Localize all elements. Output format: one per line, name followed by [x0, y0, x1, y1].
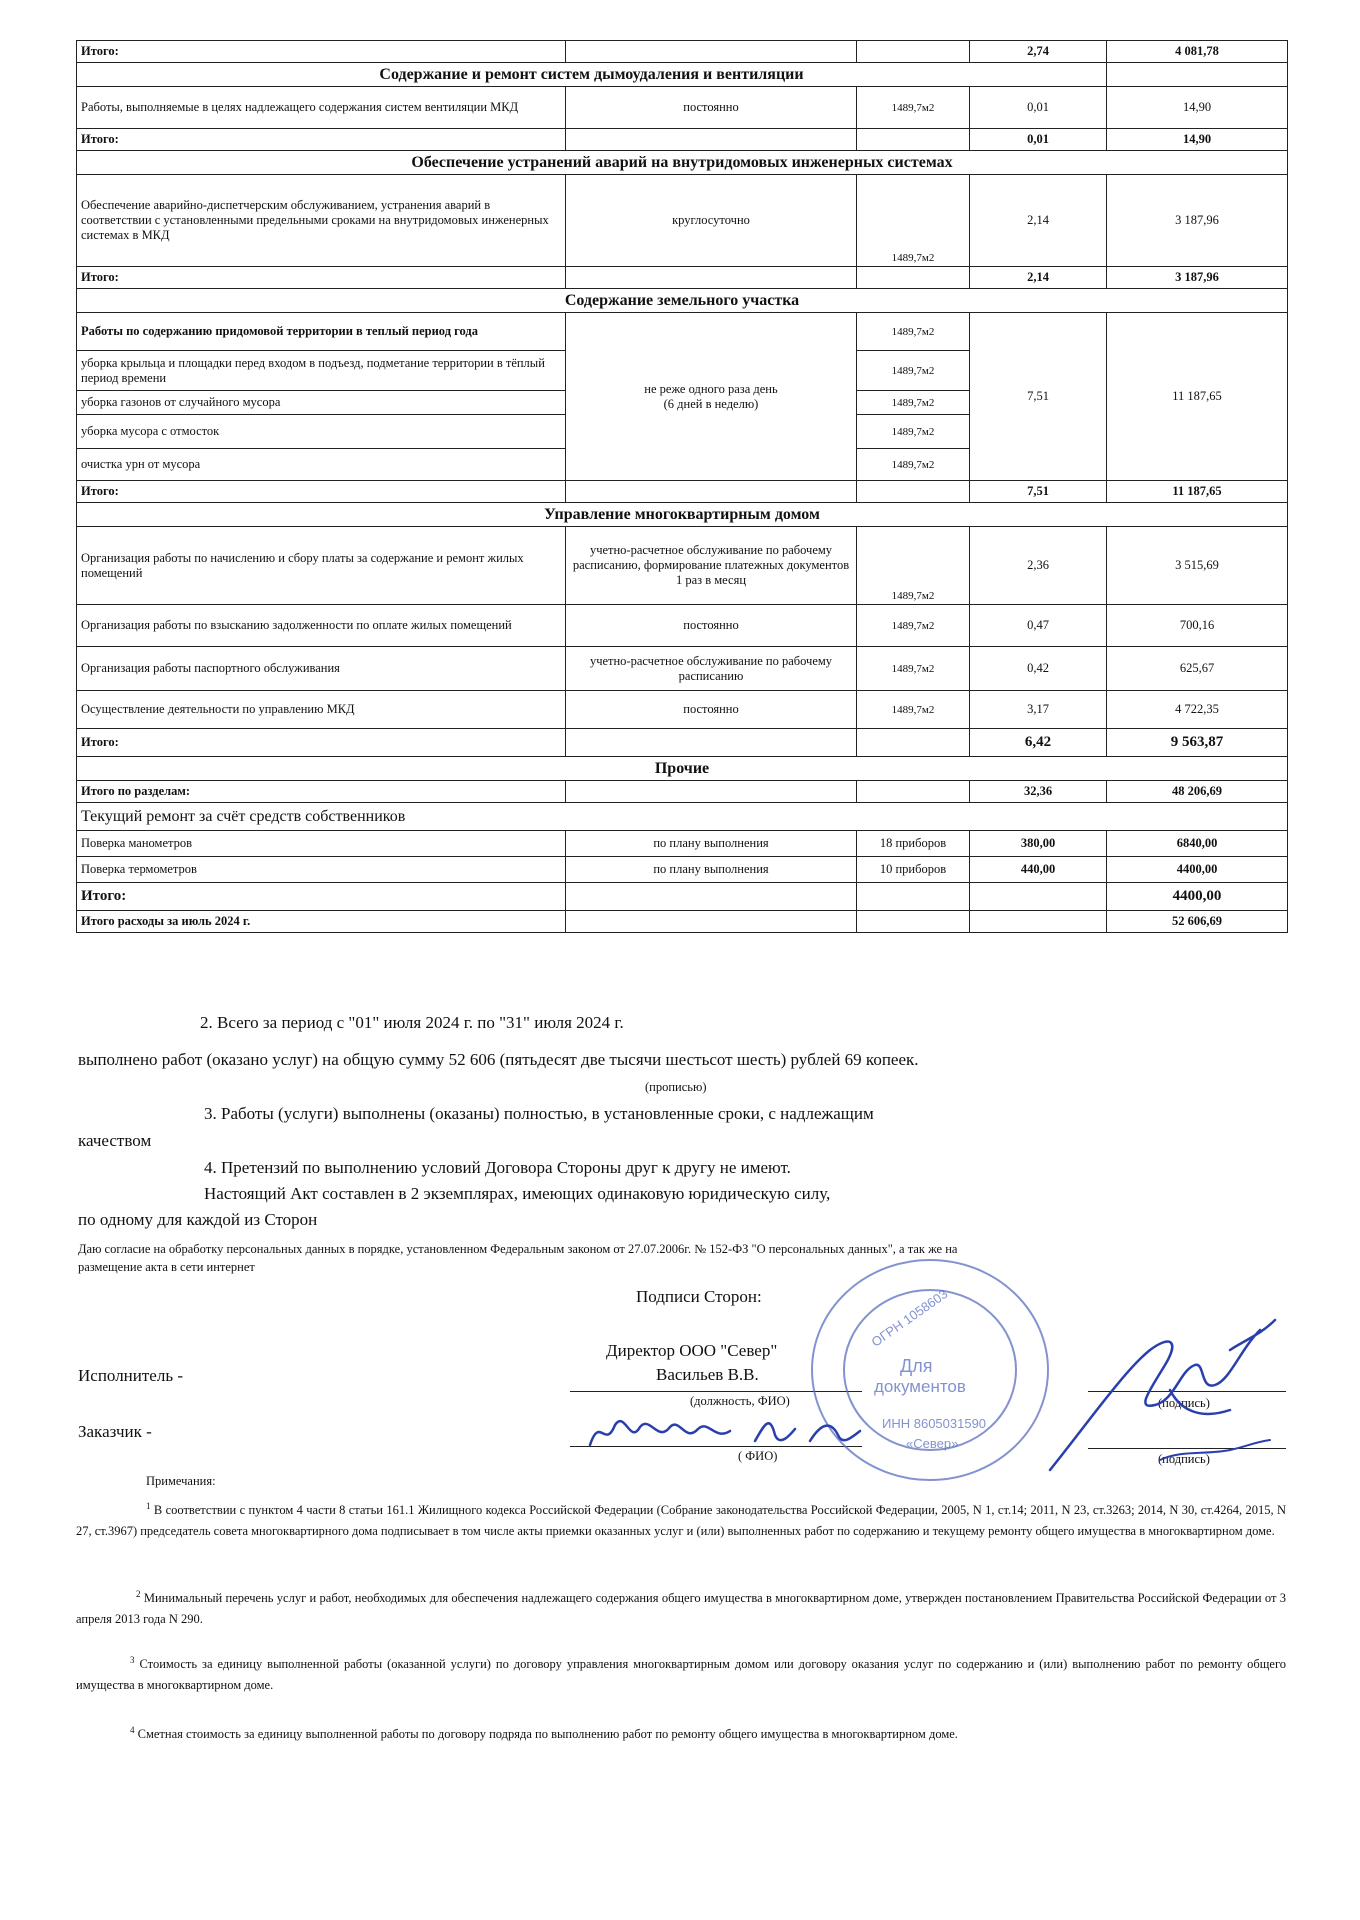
- section-title: Содержание земельного участка: [77, 289, 1288, 313]
- propis-caption: (прописью): [645, 1080, 707, 1094]
- empty-cell: [566, 267, 857, 289]
- row-sum: 52 606,69: [1107, 911, 1288, 933]
- note-number: 4: [130, 1725, 135, 1735]
- empty-cell: [566, 911, 857, 933]
- row-sum: 14,90: [1107, 129, 1288, 151]
- executor-signature: [1030, 1310, 1280, 1480]
- consent-line-2: размещение акта в сети интернет: [78, 1260, 255, 1274]
- row-value: 7,51: [970, 481, 1107, 503]
- row-period: по плану выполнения: [566, 831, 857, 857]
- row-label: Работы, выполняемые в целях надлежащего содержания систем вентиляции МКД: [77, 87, 566, 129]
- row-label: уборка крыльца и площадки перед входом в подъезд, подметание территории в тёплый период времени: [77, 351, 566, 391]
- section-header: [77, 151, 1288, 175]
- row-label: Обеспечение аварийно-диспетчерским обслуживанием, устранения аварий в соответствии с установленными предельными сроками на внутридомовых инженерных системах в МКД: [77, 175, 566, 267]
- note-text: Минимальный перечень услуг и работ, необходимых для обеспечения надлежащего содержания общего имущества в многоквартирном доме, утвержден постановлением Правительства Российской Федерации от 3 апреля 2013 года N 290.: [76, 1591, 1286, 1627]
- customer-sign-caption: (подпись): [1158, 1452, 1210, 1466]
- executor-position: Директор ООО "Север": [606, 1341, 778, 1360]
- row-label: Поверка манометров: [77, 831, 566, 857]
- row-label: Итого по разделам:: [77, 781, 566, 803]
- empty-cell: [970, 883, 1107, 911]
- table-row: [77, 691, 1288, 729]
- section-header: [77, 503, 1288, 527]
- table-row: [77, 481, 1288, 503]
- row-label: Организация работы паспортного обслуживания: [77, 647, 566, 691]
- empty-cell: [566, 883, 857, 911]
- section-title: Содержание и ремонт систем дымоудаления и вентиляции: [77, 63, 1107, 87]
- period-line: не реже одного раза день: [644, 381, 778, 396]
- row-label: очистка урн от мусора: [77, 449, 566, 481]
- empty-cell: [857, 729, 970, 757]
- note-number: 2: [136, 1589, 141, 1599]
- row-sum: 4400,00: [1107, 857, 1288, 883]
- row-sum: 9 563,87: [1107, 729, 1288, 757]
- table-row: [77, 267, 1288, 289]
- empty-cell: [566, 41, 857, 63]
- paragraph-3: 3. Работы (услуги) выполнены (оказаны) полностью, в установленные сроки, с надлежащим: [204, 1104, 874, 1123]
- row-value: 3,17: [970, 691, 1107, 729]
- empty-cell: [1107, 63, 1288, 87]
- section-title: Управление многоквартирным домом: [77, 503, 1288, 527]
- paragraph-5-end: по одному для каждой из Сторон: [78, 1210, 318, 1229]
- empty-cell: [970, 911, 1107, 933]
- row-value: 0,01: [970, 87, 1107, 129]
- services-table: [76, 40, 1288, 933]
- row-area: 1489,7м2: [857, 313, 970, 351]
- row-sum: 3 187,96: [1107, 175, 1288, 267]
- row-sum: 14,90: [1107, 87, 1288, 129]
- paragraph-5: Настоящий Акт составлен в 2 экземплярах, имеющих одинаковую юридическую силу,: [204, 1184, 831, 1203]
- row-label: Итого:: [77, 729, 566, 757]
- row-label: Итого расходы за июль 2024 г.: [77, 911, 566, 933]
- stamp-text-2: документов: [874, 1377, 966, 1396]
- row-area: 1489,7м2: [857, 87, 970, 129]
- row-value: 2,36: [970, 527, 1107, 605]
- empty-cell: [857, 781, 970, 803]
- table-row: [77, 129, 1288, 151]
- row-label: Работы по содержанию придомовой территории в теплый период года: [77, 313, 566, 351]
- row-area: 1489,7м2: [857, 351, 970, 391]
- row-label: Осуществление деятельности по управлению МКД: [77, 691, 566, 729]
- row-qty: 18 приборов: [857, 831, 970, 857]
- paragraph-2-sum: выполнено работ (оказано услуг) на общую сумму 52 606 (пятьдесят две тысячи шестьсот шесть) рублей 69 копеек.: [78, 1050, 919, 1069]
- executor-label: Исполнитель -: [78, 1366, 183, 1385]
- row-period: постоянно: [566, 87, 857, 129]
- stamp-inn: ИНН 8605031590: [882, 1416, 987, 1431]
- stamp-ogrn: ОГРН 1058603: [868, 1286, 951, 1350]
- paragraph-3-end: качеством: [78, 1131, 152, 1150]
- table-row: [77, 41, 1288, 63]
- row-period: постоянно: [566, 691, 857, 729]
- table-row: [77, 87, 1288, 129]
- table-row: [77, 647, 1288, 691]
- row-sum: 625,67: [1107, 647, 1288, 691]
- note-2: [76, 1584, 1286, 1630]
- table-row: [77, 857, 1288, 883]
- empty-cell: [857, 129, 970, 151]
- row-sum: 4400,00: [1107, 883, 1288, 911]
- stamp-text-1: Для: [900, 1356, 933, 1376]
- note-text: В соответствии с пунктом 4 части 8 статьи 161.1 Жилищного кодекса Российской Федерации (Собрание законодательства Российской Федерации, 2005, N 1, ст.14; 2011, N 23, ст.3263; 2014, N 30, ст.4264, 2015, N 27, ст.3967) председатель совета многоквартирного дома подписывает в том числе акты приемки оказанных услуг и (или) выполненных работ по содержанию и текущему ремонту общего имущества в многоквартирном доме.: [76, 1503, 1286, 1539]
- row-sum: 48 206,69: [1107, 781, 1288, 803]
- row-value: 6,42: [970, 729, 1107, 757]
- note-number: 1: [146, 1501, 151, 1511]
- note-3: [76, 1650, 1286, 1696]
- executor-caption: (должность, ФИО): [690, 1394, 790, 1408]
- row-value: 32,36: [970, 781, 1107, 803]
- row-area: 1489,7м2: [857, 391, 970, 415]
- row-sum: 6840,00: [1107, 831, 1288, 857]
- note-number: 3: [130, 1655, 135, 1665]
- row-sum: 700,16: [1107, 605, 1288, 647]
- table-row: [77, 605, 1288, 647]
- row-period: учетно-расчетное обслуживание по рабочему расписанию, формирование платежных документов 1 раз в месяц: [566, 527, 857, 605]
- row-period: учетно-расчетное обслуживание по рабочему расписанию: [566, 647, 857, 691]
- empty-cell: [566, 729, 857, 757]
- row-label: Поверка термометров: [77, 857, 566, 883]
- row-period: постоянно: [566, 605, 857, 647]
- empty-cell: [857, 267, 970, 289]
- note-text: Стоимость за единицу выполненной работы (оказанной услуги) по договору управления многоквартирным домом или договору оказания услуг по содержанию и (или) выполнению работ по ремонту общего имущества в многоквартирном доме.: [76, 1657, 1287, 1693]
- row-value: 380,00: [970, 831, 1107, 857]
- row-value: 2,14: [970, 175, 1107, 267]
- row-sum: 11 187,65: [1107, 313, 1288, 481]
- empty-cell: [857, 911, 970, 933]
- period-line: (6 дней в неделю): [663, 396, 759, 411]
- table-row: [77, 911, 1288, 933]
- row-sum: 3 187,96: [1107, 267, 1288, 289]
- row-label: уборка мусора с отмосток: [77, 415, 566, 449]
- empty-cell: [566, 781, 857, 803]
- empty-cell: [857, 883, 970, 911]
- section-header: [77, 289, 1288, 313]
- table-row: [77, 527, 1288, 605]
- row-sum: 4 722,35: [1107, 691, 1288, 729]
- row-value: 7,51: [970, 313, 1107, 481]
- paragraph-4: 4. Претензий по выполнению условий Договора Стороны друг к другу не имеют.: [204, 1158, 791, 1177]
- note-4: [76, 1720, 1286, 1745]
- row-sum: 4 081,78: [1107, 41, 1288, 63]
- row-label: Итого:: [77, 41, 566, 63]
- consent-line-1: Даю согласие на обработку персональных данных в порядке, установленном Федеральным законом от 27.07.2006г. № 152-ФЗ "О персональных данных", а так же на: [78, 1242, 958, 1256]
- section-header: [77, 63, 1288, 87]
- row-period: по плану выполнения: [566, 857, 857, 883]
- row-period: круглосуточно: [566, 175, 857, 267]
- row-label: Организация работы по начислению и сбору платы за содержание и ремонт жилых помещений: [77, 527, 566, 605]
- section-title: Текущий ремонт за счёт средств собственников: [77, 803, 1288, 831]
- customer-label: Заказчик -: [78, 1422, 152, 1441]
- empty-cell: [566, 481, 857, 503]
- row-sum: 11 187,65: [1107, 481, 1288, 503]
- executor-name: Васильев В.В.: [656, 1365, 759, 1384]
- table-row: [77, 313, 1288, 351]
- table-row: [77, 831, 1288, 857]
- row-label: Организация работы по взысканию задолженности по оплате жилых помещений: [77, 605, 566, 647]
- row-value: 2,14: [970, 267, 1107, 289]
- row-area: 1489,7м2: [857, 415, 970, 449]
- table-row: [77, 883, 1288, 911]
- table-row: [77, 781, 1288, 803]
- row-value: 2,74: [970, 41, 1107, 63]
- customer-caption: ( ФИО): [738, 1449, 778, 1463]
- signatures-title: Подписи Сторон:: [636, 1287, 762, 1306]
- section-title: Прочие: [77, 757, 1288, 781]
- row-area: 1489,7м2: [857, 605, 970, 647]
- section-header: [77, 803, 1288, 831]
- paragraph-2: 2. Всего за период с "01" июля 2024 г. по "31" июля 2024 г.: [200, 1013, 624, 1032]
- row-value: 0,42: [970, 647, 1107, 691]
- stamp-name: «Север»: [906, 1436, 959, 1451]
- section-header: [77, 757, 1288, 781]
- row-label: Итого:: [77, 883, 566, 911]
- row-area: 1489,7м2: [857, 449, 970, 481]
- row-area: 1489,7м2: [857, 691, 970, 729]
- row-label: Итого:: [77, 267, 566, 289]
- row-label: Итого:: [77, 481, 566, 503]
- row-qty: 10 приборов: [857, 857, 970, 883]
- row-area: 1489,7м2: [857, 175, 970, 267]
- table-row: [77, 175, 1288, 267]
- empty-cell: [857, 41, 970, 63]
- row-value: 0,01: [970, 129, 1107, 151]
- table-row: [77, 729, 1288, 757]
- empty-cell: [566, 129, 857, 151]
- row-period: [566, 313, 857, 481]
- row-value: 0,47: [970, 605, 1107, 647]
- notes-title: Примечания:: [146, 1474, 216, 1488]
- note-text: Сметная стоимость за единицу выполненной работы по договору подряда по выполнению работ по ремонту общего имущества в многоквартирном доме.: [137, 1727, 958, 1742]
- row-label: уборка газонов от случайного мусора: [77, 391, 566, 415]
- executor-sign-caption: (подпись): [1158, 1396, 1210, 1410]
- row-label: Итого:: [77, 129, 566, 151]
- section-title: Обеспечение устранений аварий на внутридомовых инженерных системах: [77, 151, 1288, 175]
- row-value: 440,00: [970, 857, 1107, 883]
- empty-cell: [857, 481, 970, 503]
- row-area: 1489,7м2: [857, 647, 970, 691]
- row-area: 1489,7м2: [857, 527, 970, 605]
- note-1: [76, 1496, 1286, 1542]
- row-sum: 3 515,69: [1107, 527, 1288, 605]
- customer-handwriting: [580, 1405, 880, 1465]
